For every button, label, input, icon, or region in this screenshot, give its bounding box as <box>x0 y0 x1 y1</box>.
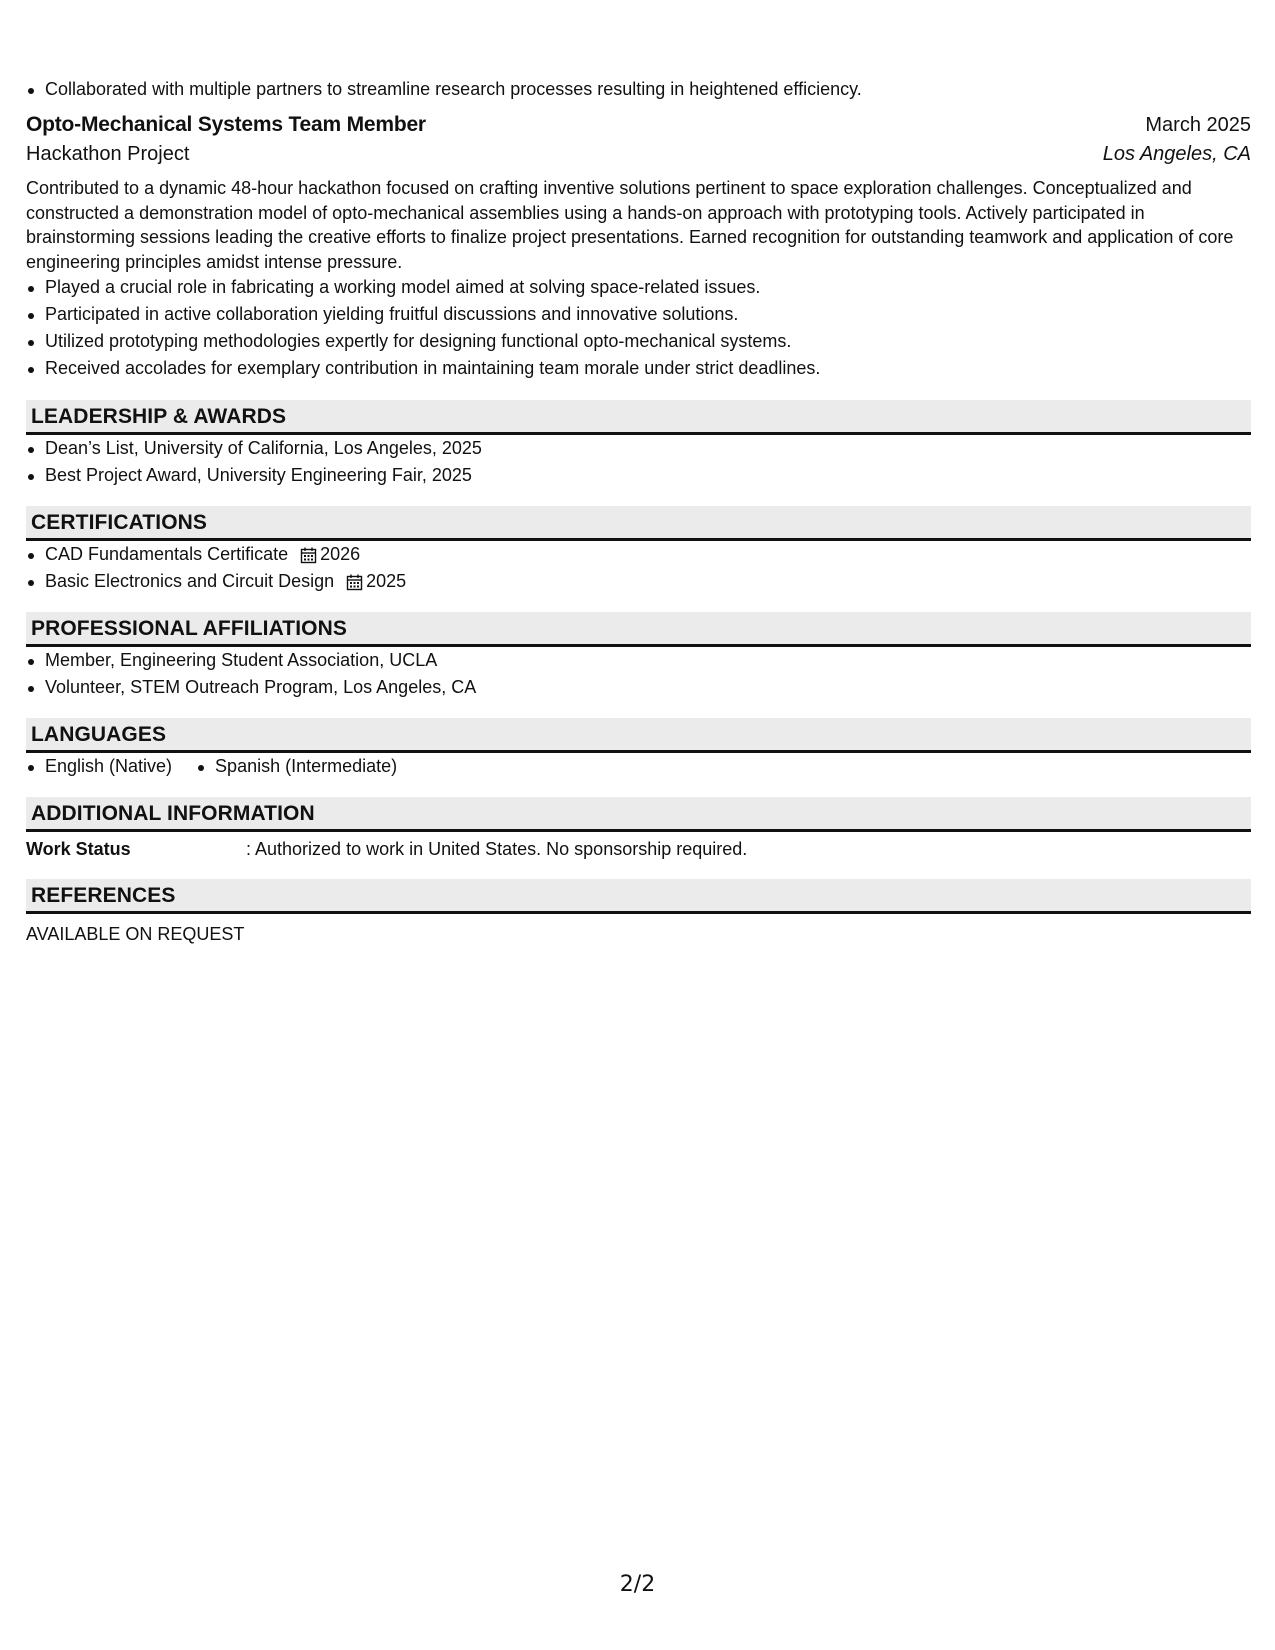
job-organization: Hackathon Project <box>26 143 190 165</box>
list-item: English (Native) <box>26 753 172 780</box>
section-heading-certifications: CERTIFICATIONS <box>26 506 1251 541</box>
certifications-list <box>26 541 1251 595</box>
list-item: Utilized prototyping methodologies expertly for designing functional opto-mechanical systems. <box>26 328 1251 355</box>
list-item: Participated in active collaboration yielding fruitful discussions and innovative solutions. <box>26 301 1251 328</box>
list-item <box>26 541 1251 568</box>
references-text: AVAILABLE ON REQUEST <box>26 924 245 944</box>
job-header <box>26 113 1251 137</box>
section-heading-leadership: LEADERSHIP & AWARDS <box>26 400 1251 435</box>
list-item: Played a crucial role in fabricating a working model aimed at solving space-related issues. <box>26 274 1251 301</box>
list-item: Best Project Award, University Engineering Fair, 2025 <box>26 462 1251 489</box>
experience-bullets-continued <box>26 76 1251 103</box>
certification-year: 2025 <box>366 571 407 591</box>
work-status-row <box>26 836 1251 862</box>
job-title: Opto-Mechanical Systems Team Member <box>26 113 426 136</box>
certification-name: Basic Electronics and Circuit Design <box>45 571 335 591</box>
work-status-value: : Authorized to work in United States. No sponsorship required. <box>246 839 748 859</box>
affiliations-list <box>26 647 1251 701</box>
job-location: Los Angeles, CA <box>1102 143 1251 165</box>
calendar-icon <box>300 547 317 564</box>
list-item <box>26 568 1251 595</box>
page-number: 2/2 <box>619 1572 656 1597</box>
job-bullets <box>26 274 1251 382</box>
certification-name: CAD Fundamentals Certificate <box>45 544 289 564</box>
languages-list <box>26 753 1251 780</box>
section-heading-additional-info: ADDITIONAL INFORMATION <box>26 797 1251 832</box>
list-item: Member, Engineering Student Association, UCLA <box>26 647 1251 674</box>
job-date: March 2025 <box>1145 114 1251 136</box>
certification-year: 2026 <box>320 544 361 564</box>
job-subheader <box>26 143 1251 166</box>
section-heading-languages: LANGUAGES <box>26 718 1251 753</box>
list-item: Dean’s List, University of California, Los Angeles, 2025 <box>26 435 1251 462</box>
resume-page <box>26 76 1251 945</box>
work-status-label: Work Status <box>26 839 131 859</box>
leadership-list <box>26 435 1251 489</box>
section-heading-references: REFERENCES <box>26 879 1251 914</box>
job-description: Contributed to a dynamic 48-hour hackathon focused on crafting inventive solutions pertinent to space exploration challenges. Conceptualized and constructed a demonstration model of opto-mechanical assemblies using a hands-on approach with prototyping tools. Actively participated in brainstorming sessions leading the creative efforts to finalize project presentations. Earned recognition for outstanding teamwork and application of core engineering principles amidst intense pressure. <box>26 178 1234 272</box>
section-heading-affiliations: PROFESSIONAL AFFILIATIONS <box>26 612 1251 647</box>
list-item: Volunteer, STEM Outreach Program, Los Angeles, CA <box>26 674 1251 701</box>
list-item: Collaborated with multiple partners to streamline research processes resulting in heightened efficiency. <box>26 76 1251 103</box>
list-item: Received accolades for exemplary contribution in maintaining team morale under strict deadlines. <box>26 355 1251 382</box>
calendar-icon <box>346 574 363 591</box>
list-item: Spanish (Intermediate) <box>196 753 397 780</box>
